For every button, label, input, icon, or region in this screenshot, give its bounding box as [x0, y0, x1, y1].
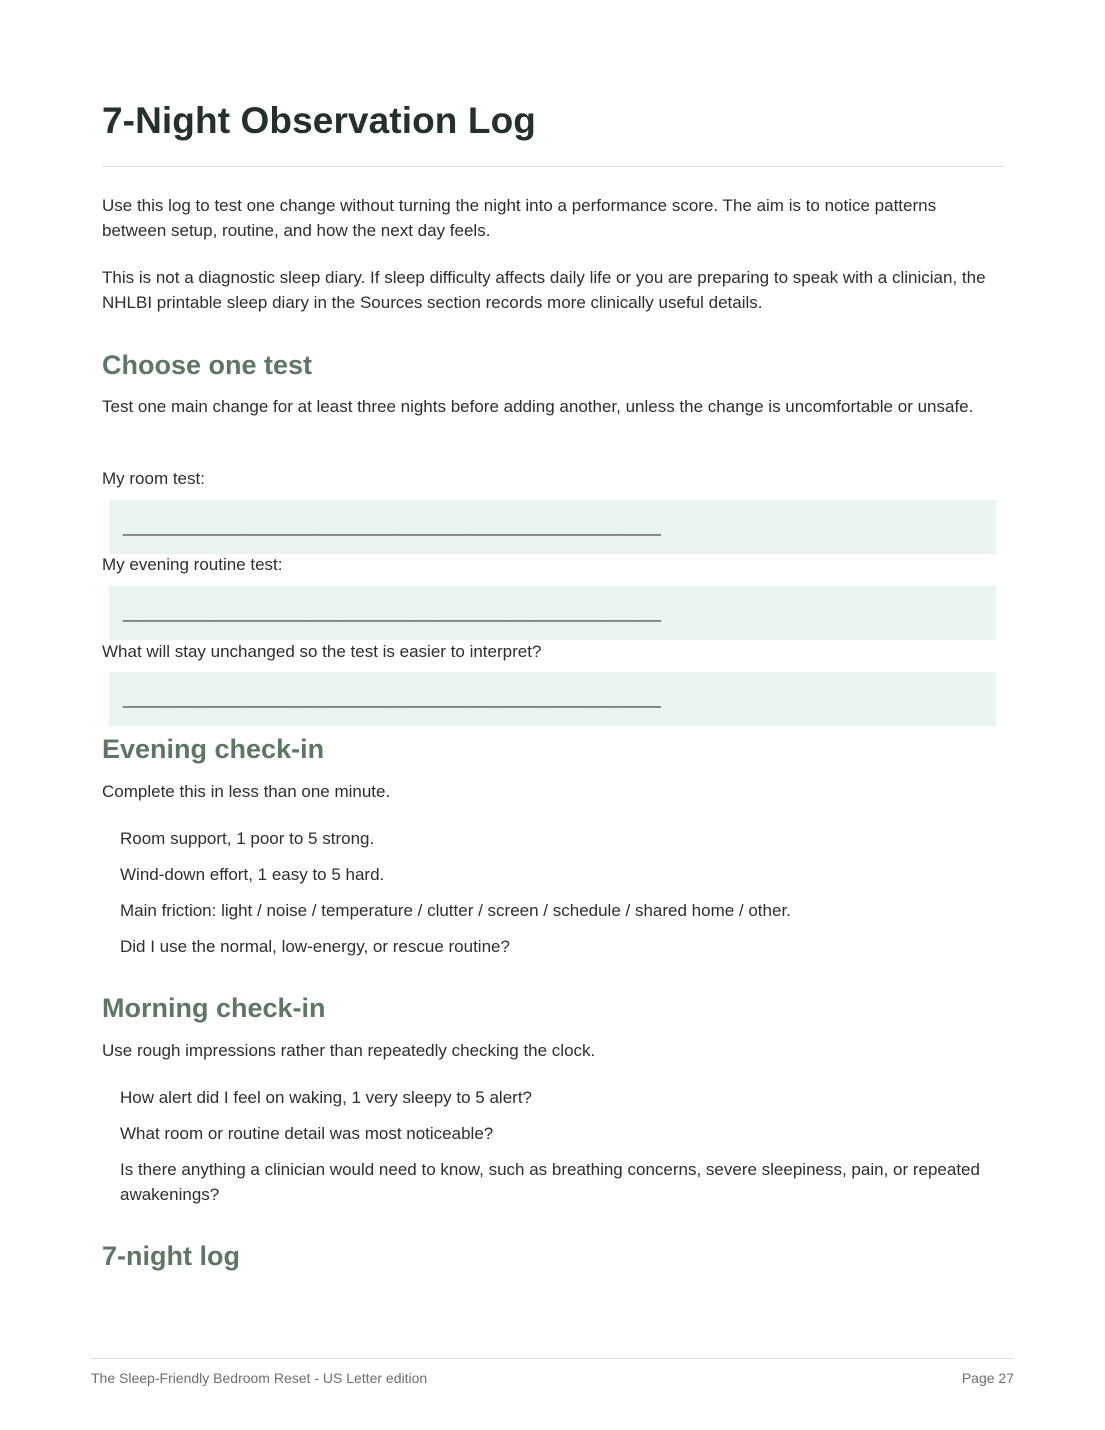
evening-item-wind-down-effort: Wind-down effort, 1 easy to 5 hard. [120, 865, 385, 884]
intro-paragraph: Use this log to test one change without turning the night into a performance score. The aim is to notice patterns between setup, routine, and how the next day feels. [102, 196, 937, 240]
evening-description: Complete this in less than one minute. [102, 782, 391, 801]
footer-book-title: The Sleep-Friendly Bedroom Reset - US Letter edition [91, 1370, 428, 1386]
section-heading-choose-test: Choose one test [102, 350, 313, 380]
evening-item-routine-used: Did I use the normal, low-energy, or rescue routine? [120, 937, 510, 956]
evening-item-main-friction: Main friction: light / noise / temperature / clutter / screen / schedule / shared home / other. [120, 901, 791, 920]
choose-test-description: Test one main change for at least three nights before adding another, unless the change is uncomfortable or unsafe. [102, 397, 974, 416]
section-heading-7-night-log: 7-night log [102, 1241, 240, 1271]
morning-item-alertness: How alert did I feel on waking, 1 very sleepy to 5 alert? [120, 1088, 532, 1107]
morning-description: Use rough impressions rather than repeatedly checking the clock. [102, 1041, 596, 1060]
page-title: 7-Night Observation Log [102, 100, 536, 141]
disclaimer-paragraph: This is not a diagnostic sleep diary. If sleep difficulty affects daily life or you are preparing to speak with a clinician, the NHLBI printable sleep diary in the Sources section records more clinically useful details. [102, 268, 986, 312]
footer-page-number: Page 27 [961, 1370, 1014, 1386]
write-in-line: ____________________________________________________________ [123, 603, 661, 622]
room-test-label: My room test: [102, 469, 205, 488]
write-in-line: ____________________________________________________________ [123, 689, 661, 708]
section-heading-evening-check-in: Evening check-in [102, 734, 325, 764]
evening-routine-test-write-in-field[interactable] [109, 586, 996, 640]
unchanged-factors-write-in-field[interactable] [109, 672, 996, 726]
evening-item-room-support: Room support, 1 poor to 5 strong. [120, 829, 375, 848]
morning-item-noticeable-detail: What room or routine detail was most noticeable? [120, 1124, 494, 1143]
section-heading-morning-check-in: Morning check-in [102, 993, 326, 1023]
evening-routine-test-label: My evening routine test: [102, 555, 283, 574]
write-in-line: ____________________________________________________________ [123, 517, 661, 536]
morning-item-clinician-notes: Is there anything a clinician would need to know, such as breathing concerns, severe sleepiness, pain, or repeated awakenings? [120, 1160, 980, 1204]
footer-divider [91, 1358, 1014, 1359]
title-divider [102, 166, 1004, 167]
room-test-write-in-field[interactable] [109, 500, 996, 554]
unchanged-factors-label: What will stay unchanged so the test is easier to interpret? [102, 642, 542, 661]
